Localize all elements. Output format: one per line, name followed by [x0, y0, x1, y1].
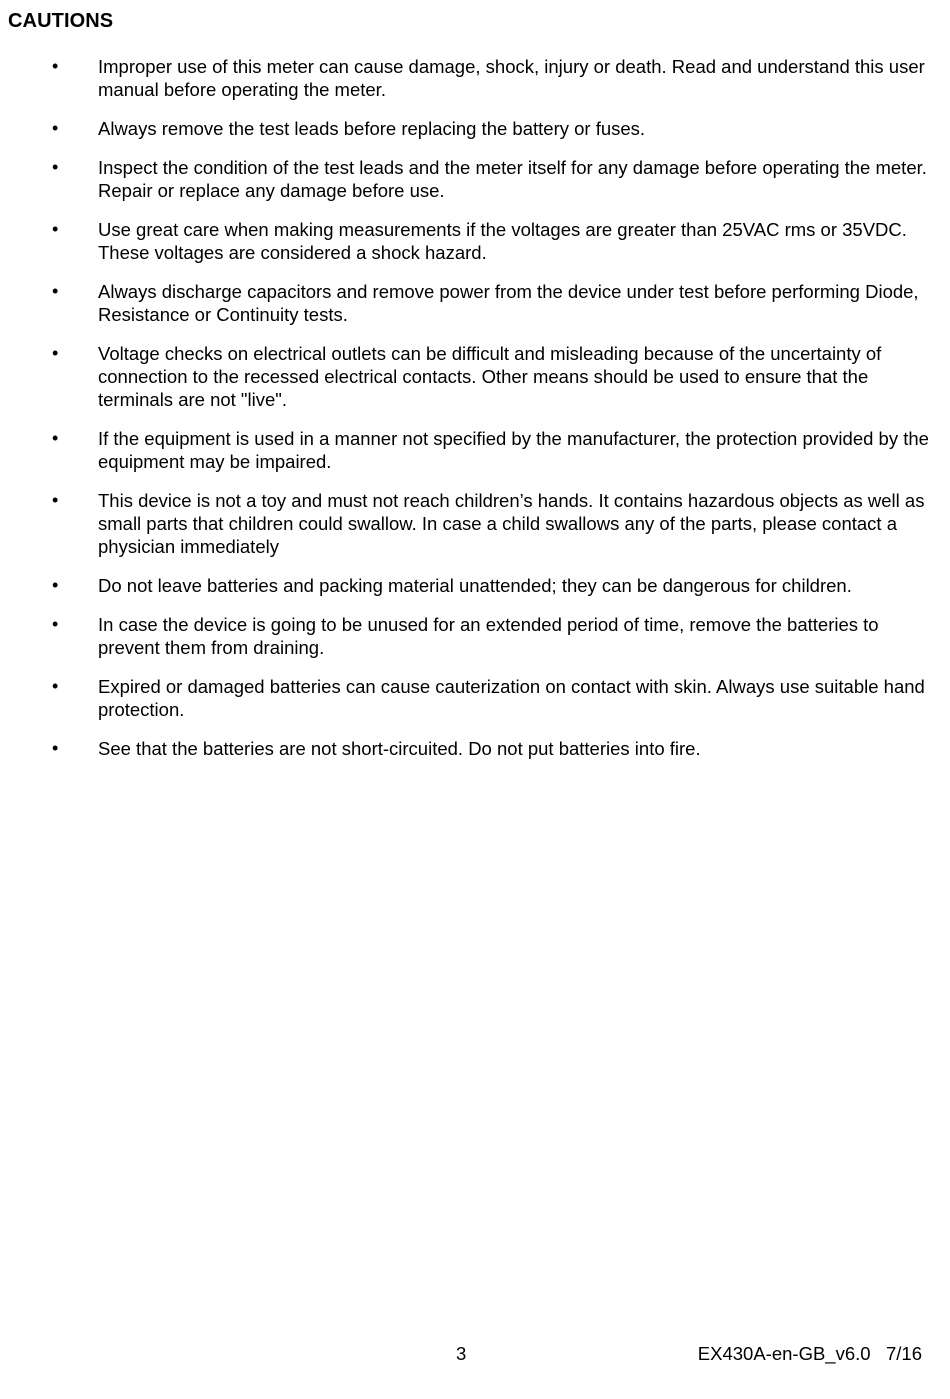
bullet-icon: • — [52, 738, 59, 758]
caution-item — [0, 613, 950, 659]
bullet-icon: • — [52, 157, 59, 177]
bullet-icon: • — [52, 56, 59, 76]
caution-text: Inspect the condition of the test leads and the meter itself for any damage before operating the meter. Repair or replace any damage before use. — [98, 157, 927, 201]
caution-item — [0, 342, 950, 411]
caution-text: Use great care when making measurements if the voltages are greater than 25VAC rms or 35VDC. These voltages are considered a shock hazard. — [98, 219, 907, 263]
bullet-icon: • — [52, 575, 59, 595]
caution-text: Always discharge capacitors and remove power from the device under test before performing Diode, Resistance or Continuity tests. — [98, 281, 919, 325]
caution-text: Expired or damaged batteries can cause cauterization on contact with skin. Always use suitable hand protection. — [98, 676, 925, 720]
bullet-icon: • — [52, 219, 59, 239]
caution-item — [0, 427, 950, 473]
caution-text: In case the device is going to be unused for an extended period of time, remove the batteries to prevent them from draining. — [98, 614, 879, 658]
caution-item — [0, 156, 950, 202]
caution-item — [0, 117, 950, 140]
bullet-icon: • — [52, 490, 59, 510]
caution-text: Voltage checks on electrical outlets can be difficult and misleading because of the uncertainty of connection to the recessed electrical contacts. Other means should be used to ensure that the terminals are not "live". — [98, 343, 882, 410]
page-number: 3 — [456, 1343, 467, 1364]
document-id: EX430A-en-GB_v6.0 7/16 — [697, 1343, 922, 1364]
caution-text: See that the batteries are not short-circuited. Do not put batteries into fire. — [98, 738, 701, 759]
caution-text: Improper use of this meter can cause damage, shock, injury or death. Read and understand this user manual before operating the meter. — [98, 56, 925, 100]
caution-text: This device is not a toy and must not reach children’s hands. It contains hazardous objects as well as small parts that children could swallow. In case a child swallows any of the parts, please contact a physician immediately — [98, 490, 925, 557]
caution-item — [0, 574, 950, 597]
page-heading: CAUTIONS — [8, 10, 114, 32]
caution-item — [0, 280, 950, 326]
caution-item — [0, 55, 950, 101]
caution-item — [0, 737, 950, 760]
bullet-icon: • — [52, 118, 59, 138]
caution-text: If the equipment is used in a manner not specified by the manufacturer, the protection provided by the equipment may be impaired. — [98, 428, 929, 472]
bullet-icon: • — [52, 676, 59, 696]
cautions-list — [0, 55, 950, 776]
bullet-icon: • — [52, 281, 59, 301]
caution-item — [0, 218, 950, 264]
caution-item — [0, 489, 950, 558]
caution-text: Do not leave batteries and packing material unattended; they can be dangerous for children. — [98, 575, 852, 596]
caution-text: Always remove the test leads before replacing the battery or fuses. — [98, 118, 646, 139]
bullet-icon: • — [52, 428, 59, 448]
bullet-icon: • — [52, 343, 59, 363]
caution-item — [0, 675, 950, 721]
bullet-icon: • — [52, 614, 59, 634]
